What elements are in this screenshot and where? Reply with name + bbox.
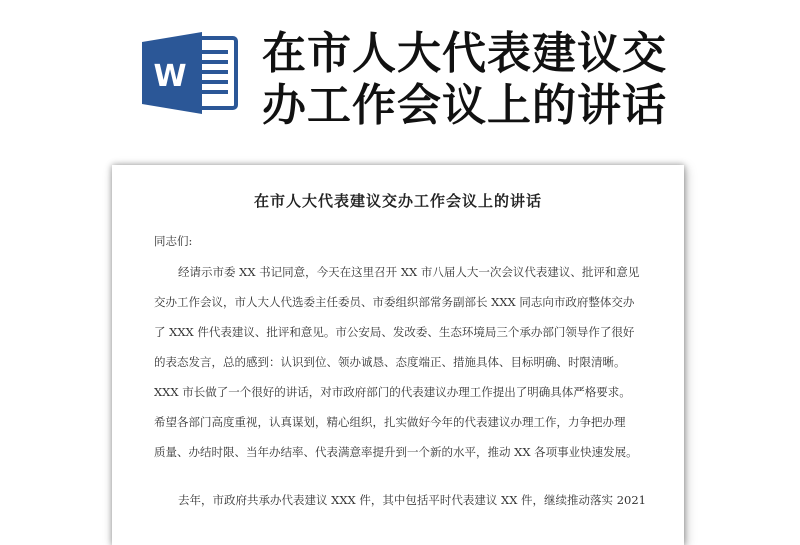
paragraph-line: XXX 市长做了一个很好的讲话，对市政府部门的代表建议办理工作提出了明确具体严格要求。 bbox=[154, 385, 631, 399]
paragraph-1 bbox=[154, 257, 654, 467]
paragraph-line: 交办工作会议，市人大人代选委主任委员、市委组织部常务副部长 XXX 同志向市政府整体交办 bbox=[154, 295, 635, 309]
paragraph-line: 了 XXX 件代表建议、批评和意见。市公安局、发改委、生态环境局三个承办部门领导作了很好 bbox=[154, 325, 635, 339]
document-page bbox=[112, 165, 684, 545]
banner-title-line-1: 在市人大代表建议交 bbox=[262, 28, 667, 79]
banner-title bbox=[262, 28, 782, 132]
word-document-icon bbox=[140, 30, 252, 116]
paragraph-2 bbox=[154, 485, 654, 515]
paragraph-line: 的表态发言，总的感到：认识到位、领办诚恳、态度端正、措施具体、目标明确、时限清晰。 bbox=[154, 355, 626, 369]
salutation: 同志们: bbox=[154, 234, 193, 248]
paragraph-line: 去年，市政府共承办代表建议 XXX 件，其中包括平时代表建议 XX 件，继续推动落实 2021 bbox=[178, 493, 646, 507]
header-banner bbox=[0, 0, 800, 150]
paragraph-line: 质量、办结时限、当年办结率、代表满意率提升到一个新的水平，推动 XX 各项事业快速发展。 bbox=[154, 445, 638, 459]
paragraph-line: 希望各部门高度重视，认真谋划，精心组织，扎实做好今年的代表建议办理工作，力争把办理 bbox=[154, 415, 626, 429]
paragraph-line: 经请示市委 XX 书记同意，今天在这里召开 XX 市八届人大一次会议代表建议、批评和意见 bbox=[178, 265, 640, 279]
document-title: 在市人大代表建议交办工作会议上的讲话 bbox=[253, 192, 542, 210]
word-letter: W bbox=[153, 59, 187, 94]
banner-title-line-2: 办工作会议上的讲话 bbox=[262, 80, 667, 131]
